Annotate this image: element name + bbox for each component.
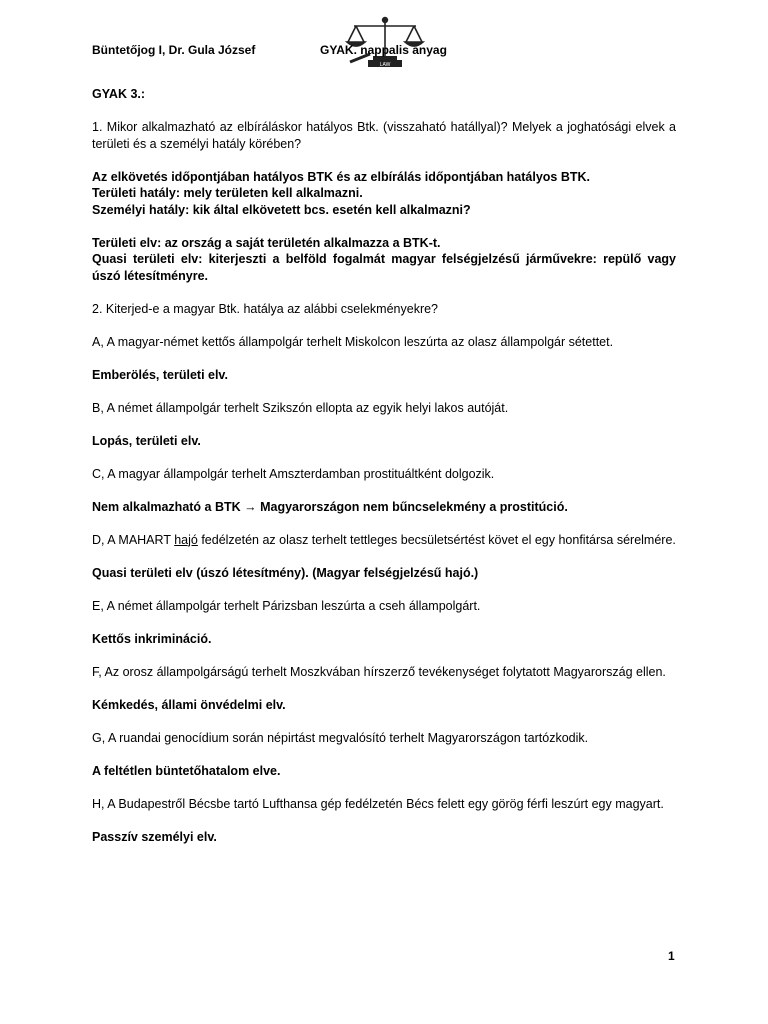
case-e-answer: Kettős inkrimináció. [92, 631, 212, 646]
case-c-answer: Nem alkalmazható a BTK → Magyarországon nem bűncselekmény a prostitúció. [92, 499, 568, 514]
case-d [92, 532, 676, 549]
case-d-text-after: fedélzetén az olasz terhelt tettleges becsületsértést követ el egy honfitársa sérelmére. [197, 532, 676, 547]
case-b-answer: Lopás, területi elv. [92, 433, 201, 448]
logo-text: LAW [379, 62, 391, 68]
document-body [92, 86, 676, 862]
case-h: H, A Budapestről Bécsbe tartó Lufthansa gép fedélzetén Bécs felett egy görög férfi leszúrt egy magyart. [92, 796, 664, 811]
answer-1-line-1: Az elkövetés időpontjában hatályos BTK és az elbírálás időpontjában hatályos BTK. [92, 169, 591, 184]
case-g-answer: A feltétlen büntetőhatalom elve. [92, 763, 281, 778]
case-e: E, A német állampolgár terhelt Párizsban leszúrta a cseh állampolgárt. [92, 598, 481, 613]
question-1: 1. Mikor alkalmazható az elbíráláskor hatályos Btk. (visszaható hatállyal)? Melyek a joghatósági elvek a területi és a személyi hatály körében? [92, 120, 676, 151]
header-material-label: GYAK. nappalis anyag [320, 43, 447, 57]
case-d-underlined-word: hajó [174, 532, 198, 547]
case-c: C, A magyar állampolgár terhelt Amszterdamban prostituáltként dolgozik. [92, 466, 495, 481]
principle-line-2: Quasi területi elv: kiterjeszti a belföld fogalmát magyar felségjelzésű járművekre: repülő vagy úszó létesítményre. [92, 252, 676, 283]
case-d-answer: Quasi területi elv (úszó létesítmény). (Magyar felségjelzésű hajó.) [92, 565, 479, 580]
case-d-text-before: D, A MAHART [92, 532, 175, 547]
page-number: 1 [668, 949, 675, 963]
case-f: F, Az orosz állampolgárságú terhelt Moszkvában hírszerző tevékenységet folytatott Magyarország ellen. [92, 664, 666, 679]
case-b: B, A német állampolgár terhelt Szikszón ellopta az egyik helyi lakos autóját. [92, 400, 509, 415]
answer-1-line-3: Személyi hatály: kik által elkövetett bcs. esetén kell alkalmazni? [92, 202, 471, 217]
answer-1-line-2: Területi hatály: mely területen kell alkalmazni. [92, 186, 363, 200]
case-h-answer: Passzív személyi elv. [92, 829, 217, 844]
section-title: GYAK 3.: [92, 87, 146, 101]
scales-of-justice-icon [340, 16, 430, 68]
question-2: 2. Kiterjed-e a magyar Btk. hatálya az alábbi cselekményekre? [92, 301, 439, 316]
principle-line-1: Területi elv: az ország a saját területén alkalmazza a BTK-t. [92, 235, 441, 250]
case-f-answer: Kémkedés, állami önvédelmi elv. [92, 697, 286, 712]
case-a: A, A magyar-német kettős állampolgár terhelt Miskolcon leszúrta az olasz állampolgár sétettet. [92, 334, 614, 349]
case-g: G, A ruandai genocídium során népirtást megvalósító terhelt Magyarországon tartózkodik. [92, 730, 589, 745]
case-a-answer: Emberölés, területi elv. [92, 367, 228, 382]
header-course-title: Büntetőjog I, Dr. Gula József [92, 43, 256, 57]
